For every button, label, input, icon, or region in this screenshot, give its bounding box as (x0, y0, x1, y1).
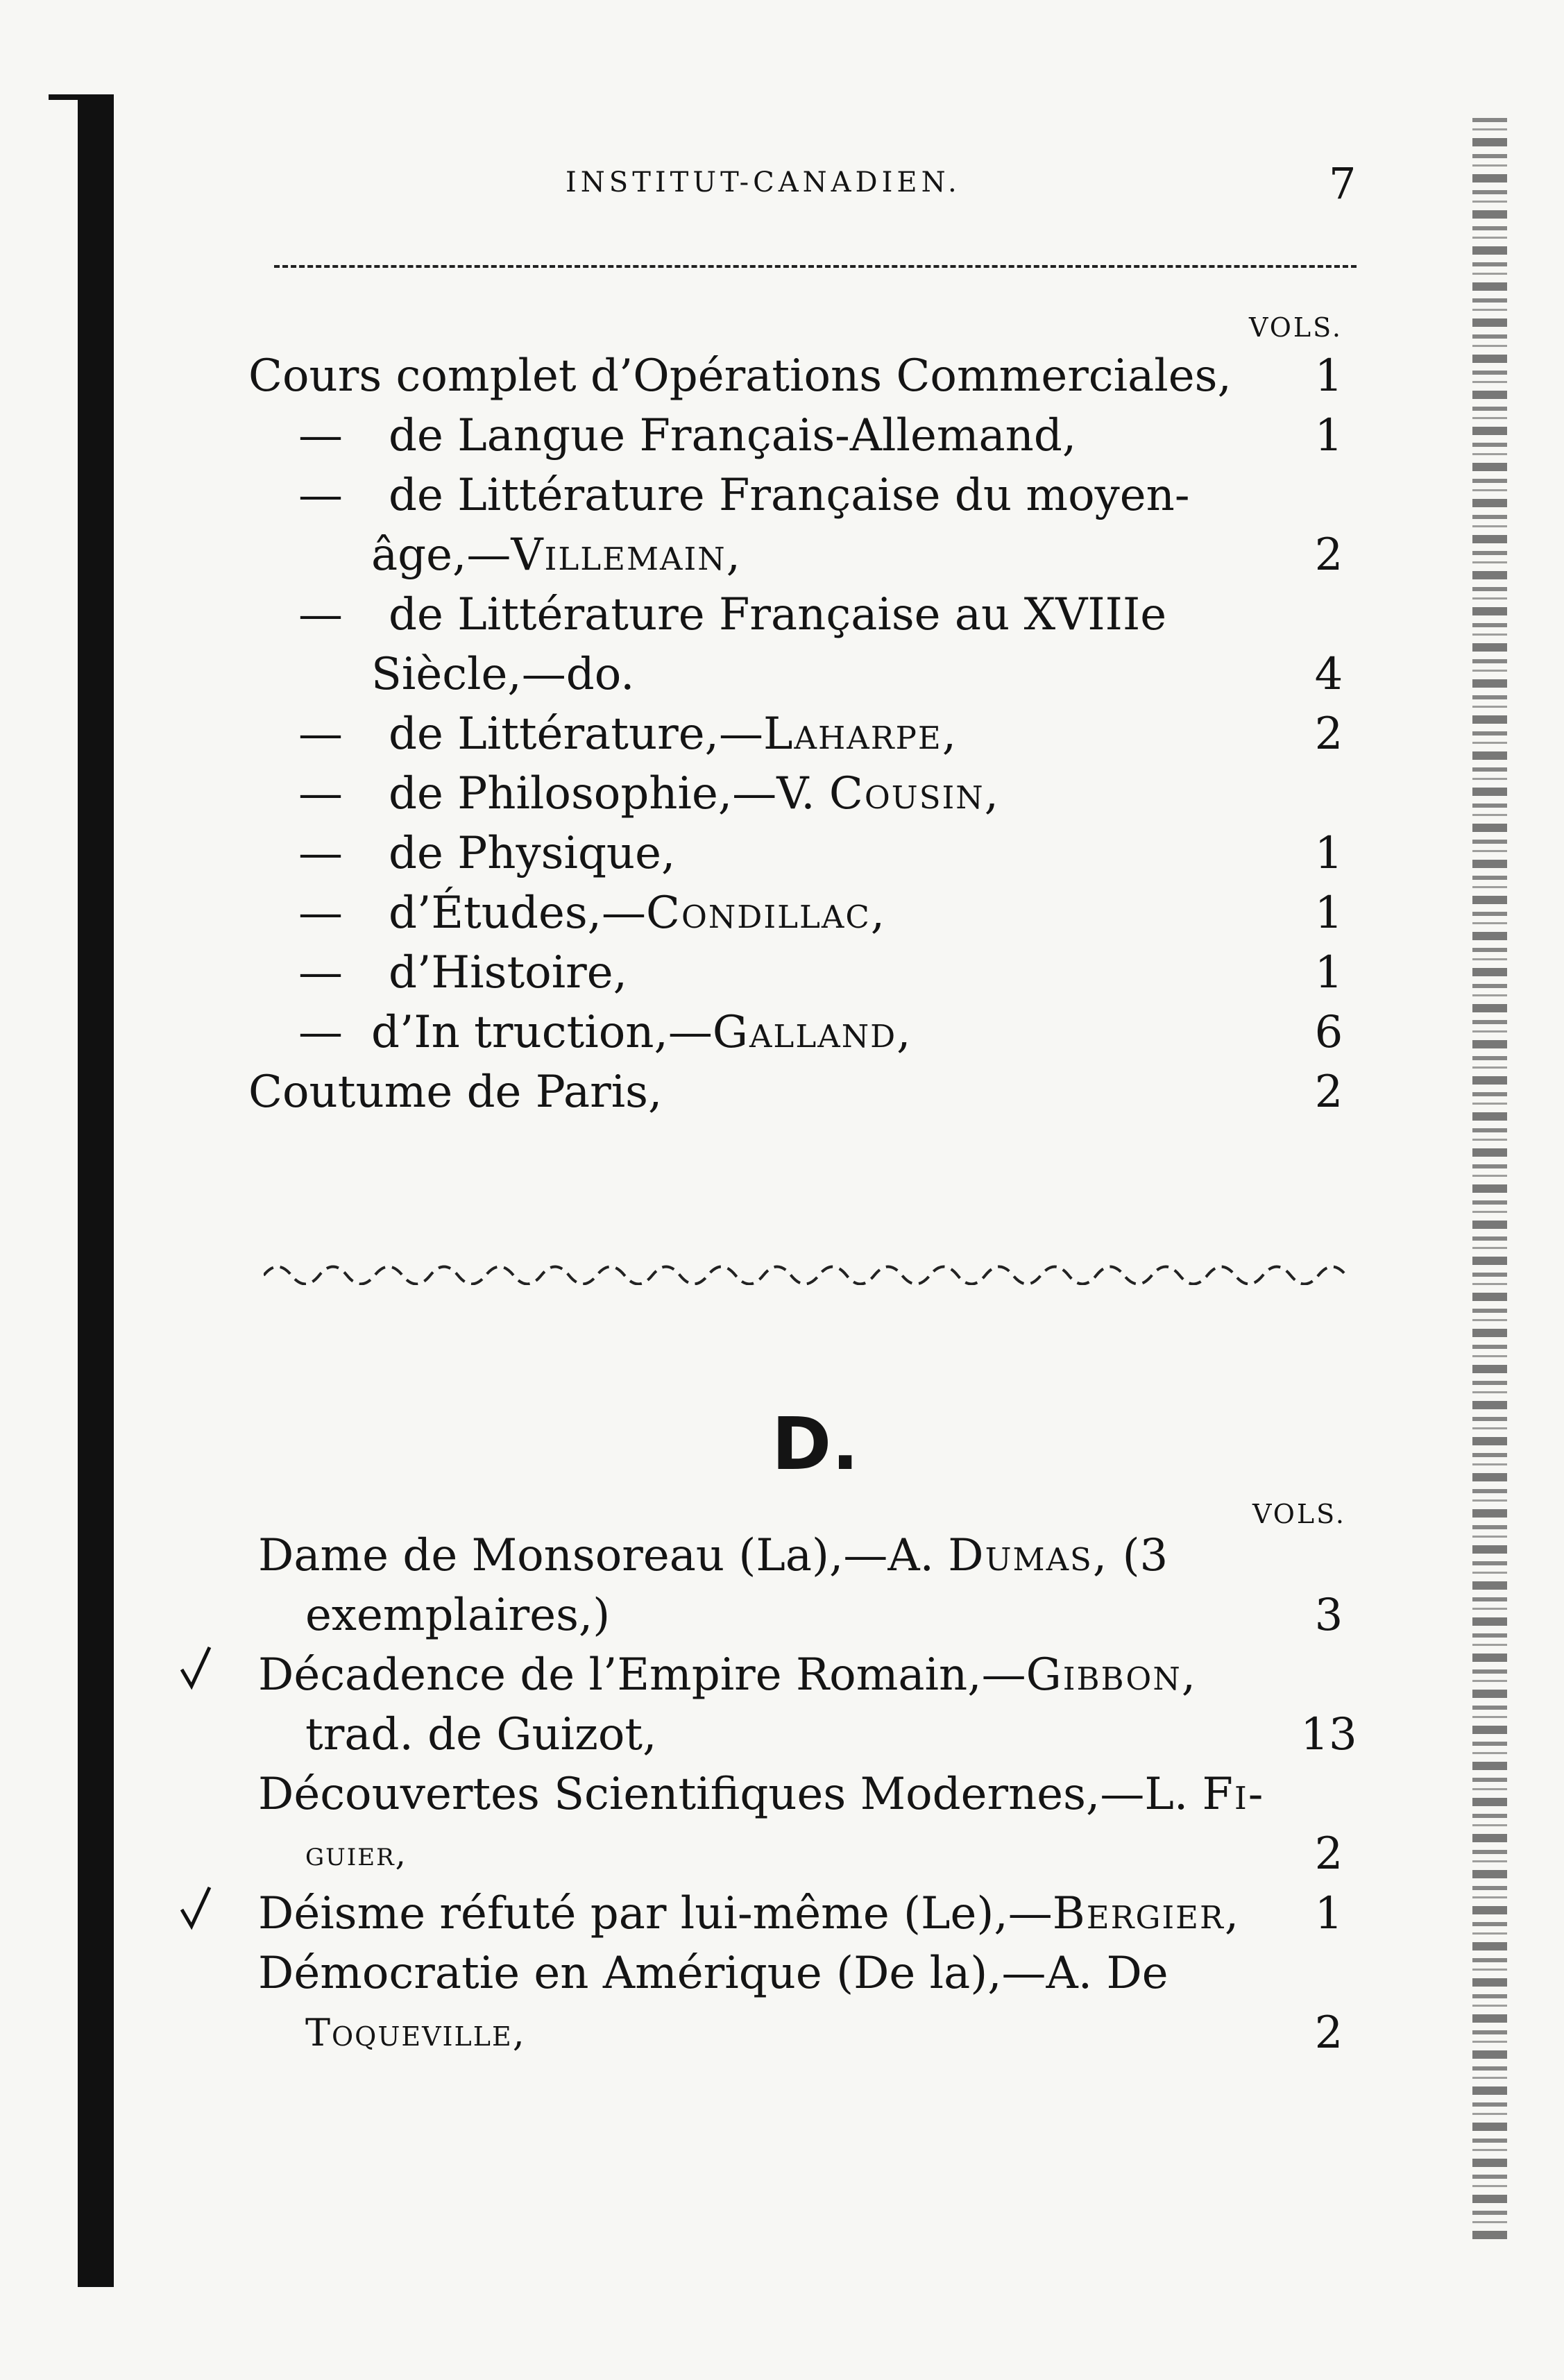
entry-title: Découvertes Scientifiques Modernes,—L. (258, 1769, 1202, 1820)
entry-title: Démocratie en Amérique (De la),—A. De (258, 1948, 1168, 1999)
entry-author: Dumas, (948, 1530, 1109, 1581)
entry-title: de Langue Français-Allemand, (389, 410, 1077, 461)
list-item (0, 1003, 1564, 1062)
page-number: 7 (1329, 158, 1357, 209)
entry-dash: — (298, 768, 343, 819)
vols-column-label: VOLS. (1249, 312, 1343, 343)
entry-continuation: Toqueville, (305, 2011, 526, 2055)
list-item (0, 1885, 1564, 1943)
entry-vols: 1 (1314, 1888, 1343, 1939)
entry-author: Fi- (1202, 1769, 1265, 1820)
entry-dash: — (298, 410, 343, 461)
entry-continuation: Siècle,—do. (371, 649, 635, 700)
entry-title: de Littérature Française au XVIIIe (389, 589, 1167, 640)
list-item (0, 586, 1564, 644)
entry-vols: 6 (1314, 1007, 1343, 1058)
list-item-continuation (0, 2004, 1564, 2062)
list-item (0, 1063, 1564, 1121)
entry-author: Gibbon, (1026, 1649, 1198, 1701)
entry-dash: — (298, 887, 343, 939)
entry-vols: 4 (1314, 649, 1343, 700)
running-title: INSTITUT-CANADIEN. (566, 167, 961, 198)
entry-vols: 1 (1314, 947, 1343, 998)
entry-title: de Philosophie,—V. (389, 768, 829, 819)
list-item (0, 1646, 1564, 1704)
entry-title: Déisme réfuté par lui-même (Le),— (258, 1888, 1053, 1939)
entry-continuation: âge,— (371, 529, 511, 581)
checkmark-icon (179, 1644, 212, 1690)
entry-title: de Littérature,— (389, 708, 763, 760)
list-item (0, 705, 1564, 763)
list-item (0, 466, 1564, 525)
list-item-continuation (0, 645, 1564, 704)
list-item (0, 1527, 1564, 1585)
entry-dash: — (298, 828, 343, 879)
checkmark-icon (179, 1885, 212, 1930)
entry-title: Coutume de Paris, (248, 1066, 663, 1118)
list-item (0, 765, 1564, 823)
entry-vols: 1 (1314, 887, 1343, 939)
entry-vols: 3 (1314, 1590, 1343, 1641)
entry-vols: 2 (1314, 2007, 1343, 2059)
list-item (0, 1765, 1564, 1824)
list-item (0, 824, 1564, 883)
entry-title: de Physique, (389, 828, 676, 879)
entry-vols: 2 (1314, 708, 1343, 760)
entry-author: Cousin, (828, 768, 1001, 819)
section-letter: D. (772, 1402, 859, 1486)
entry-author: Villemain, (511, 529, 742, 581)
entry-vols: 1 (1314, 350, 1343, 402)
entry-title: d’Études,— (389, 887, 646, 939)
entry-vols: 1 (1314, 828, 1343, 879)
entry-author: Laharpe, (763, 708, 958, 760)
list-item-continuation (0, 1825, 1564, 1883)
entry-dash: — (298, 947, 343, 998)
entry-continuation: exemplaires,) (305, 1590, 611, 1641)
list-item-continuation (0, 1586, 1564, 1644)
entry-dash: — (298, 708, 343, 760)
entry-dash: — (298, 470, 343, 521)
entry-vols: 2 (1314, 1828, 1343, 1880)
vols-column-label: VOLS. (1252, 1499, 1346, 1529)
entry-title: d’Histoire, (389, 947, 627, 998)
entry-author: Condillac, (646, 887, 887, 939)
list-item (0, 347, 1564, 405)
list-item (0, 884, 1564, 942)
entry-title: Cours complet d’Opérations Commerciales, (248, 350, 1232, 402)
entry-vols: 1 (1314, 410, 1343, 461)
entry-continuation: trad. de Guizot, (305, 1709, 657, 1760)
entry-title: de Littérature Française du moyen- (389, 470, 1190, 521)
entry-continuation: guier, (305, 1835, 407, 1873)
list-item (0, 944, 1564, 1002)
entry-dash: — (298, 1007, 343, 1058)
entry-author: Galland, (712, 1007, 912, 1058)
entry-vols: 2 (1314, 1066, 1343, 1118)
entry-title: Dame de Monsoreau (La),—A. (258, 1530, 949, 1581)
entry-extra: (3 (1108, 1530, 1168, 1581)
entry-title: d’In truction,— (371, 1007, 713, 1058)
list-item-continuation (0, 1706, 1564, 1764)
entry-vols: 13 (1300, 1709, 1357, 1760)
entry-vols: 2 (1314, 529, 1343, 581)
header-rule (274, 265, 1357, 268)
list-item-continuation (0, 526, 1564, 584)
list-item (0, 407, 1564, 465)
list-item (0, 1944, 1564, 2003)
entry-author: Bergier, (1052, 1888, 1241, 1939)
ornamental-divider (264, 1255, 1367, 1285)
entry-dash: — (298, 589, 343, 640)
entry-title: Décadence de l’Empire Romain,— (258, 1649, 1026, 1701)
